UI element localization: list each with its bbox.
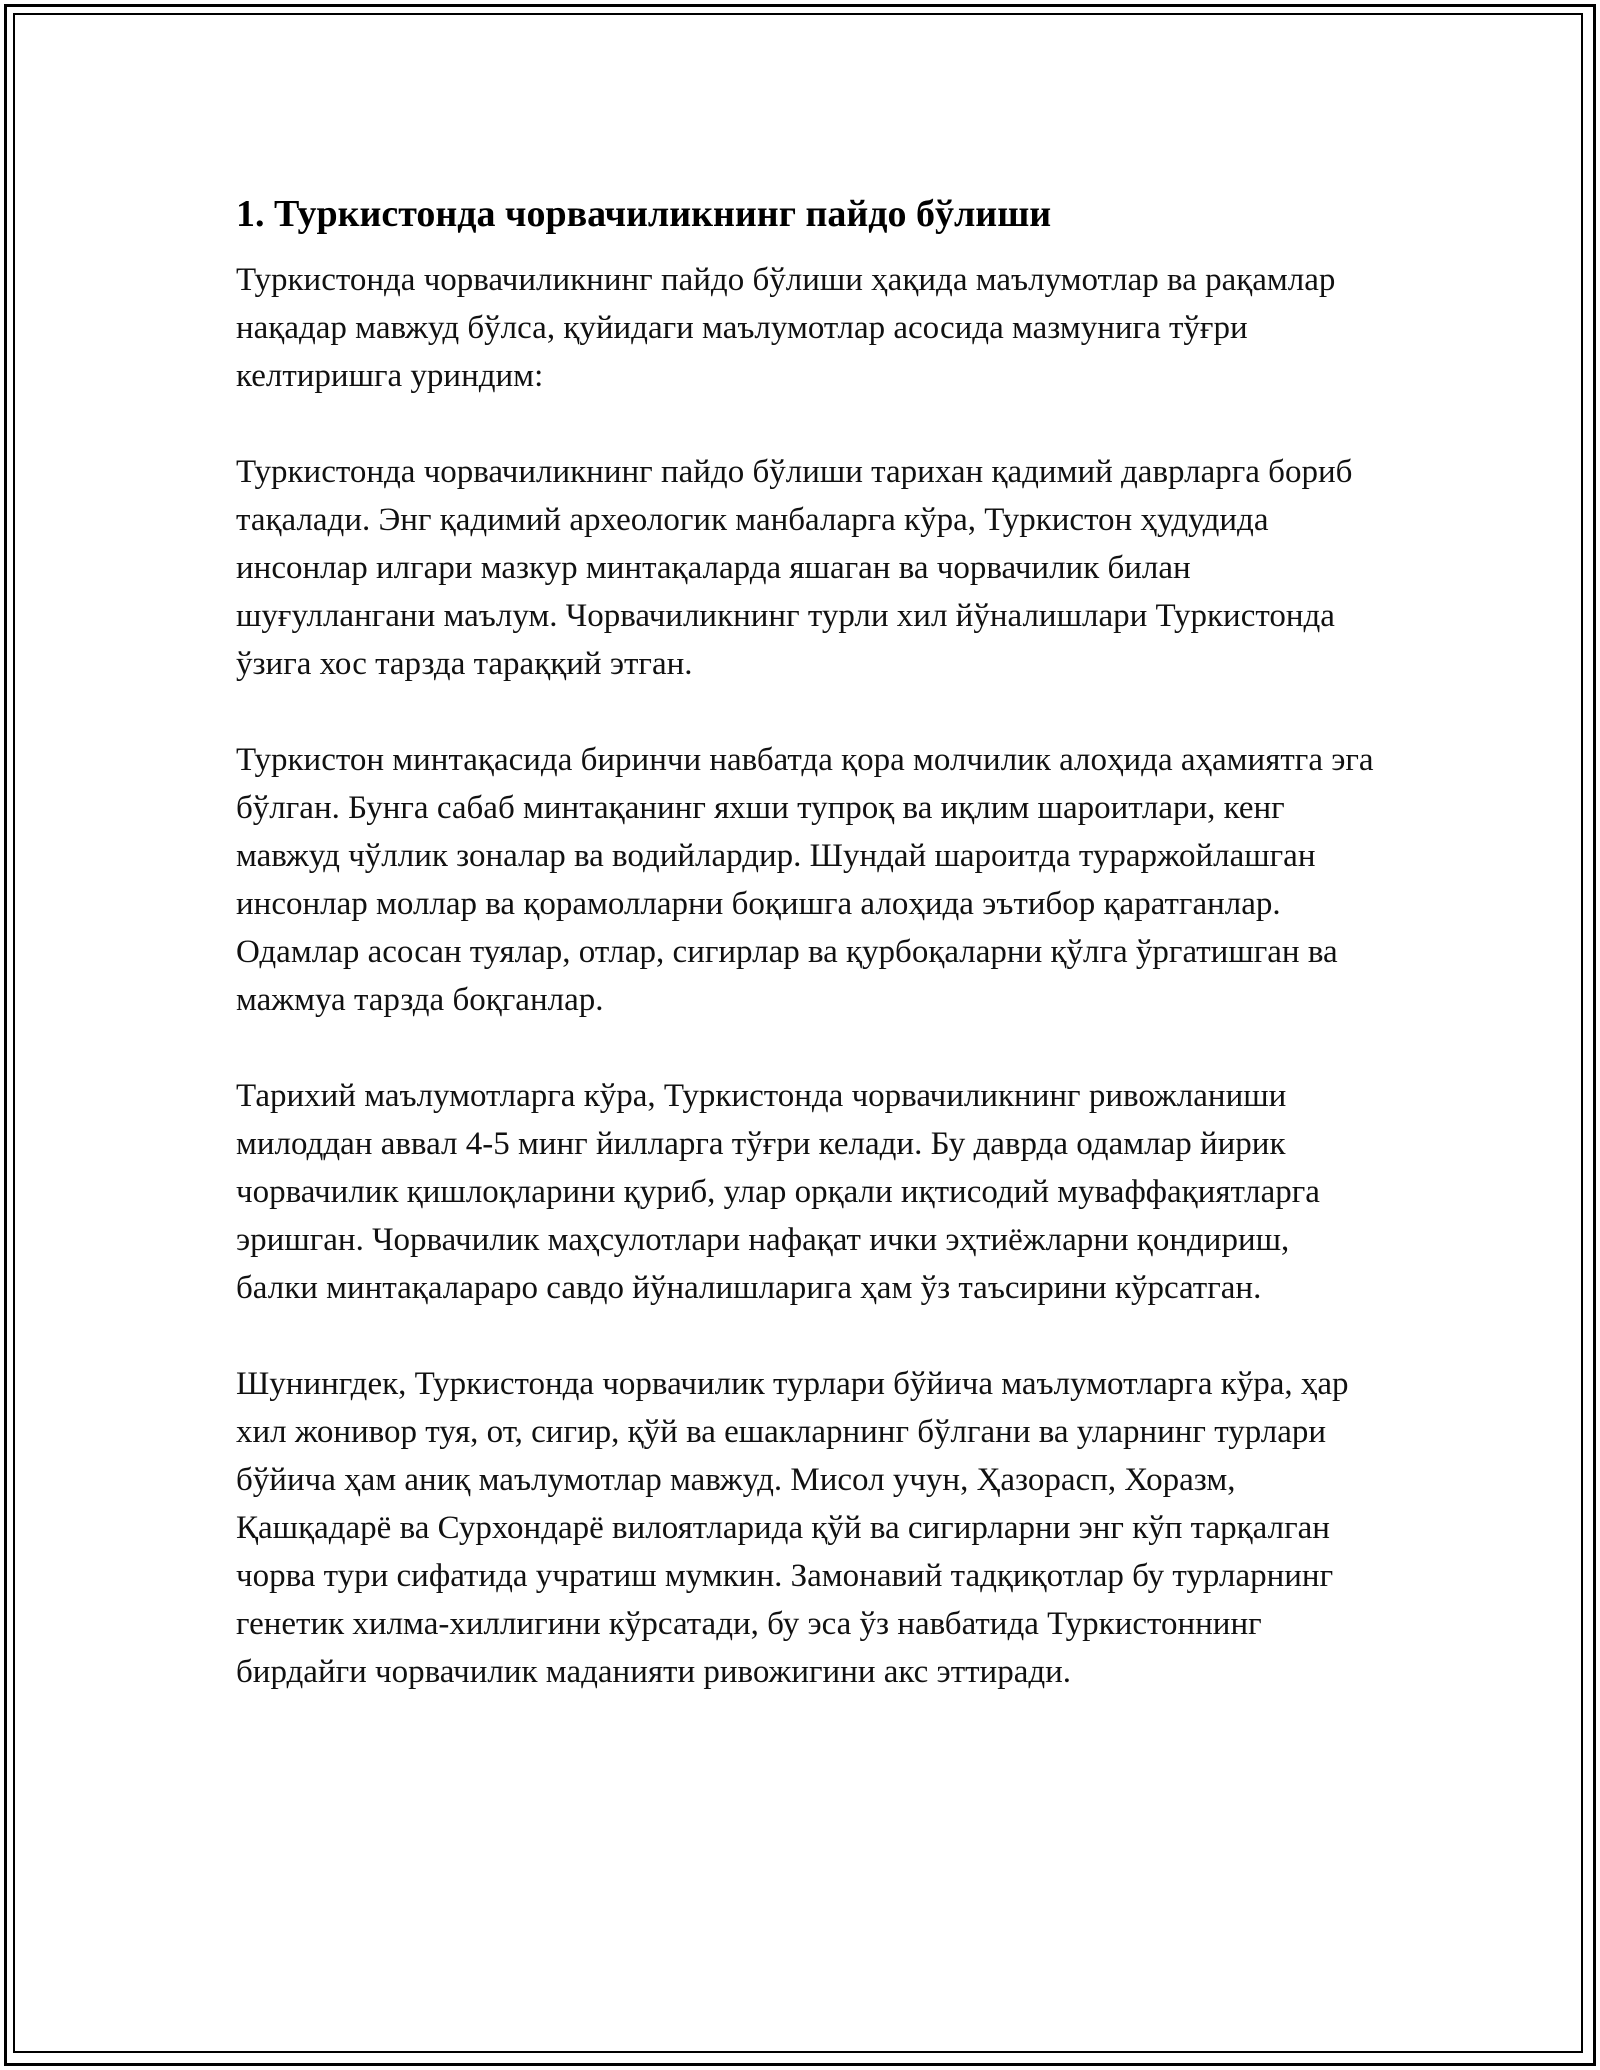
paragraph-cattle: Туркистон минтақасида биринчи навбатда қора молчилик алоҳида аҳамиятга эга бўлган. Бунга сабаб минтақанинг яхши тупроқ ва иқлим шароитлари, кенг мавжуд чўллик зоналар ва водийлардир. Шундай шароитда тураржойлашган инсонлар моллар ва қорамолларни боқишга алоҳида эътибор қаратганлар. Одамлар асосан туялар, отлар, сигирлар ва қурбоқаларни қўлга ўргатишган ва мажмуа тарзда боқганлар. — [236, 742, 1374, 1018]
document-title: 1. Туркистонда чорвачиликнинг пайдо бўлиши — [236, 193, 1052, 235]
paragraph-origins: Туркистонда чорвачиликнинг пайдо бўлиши тарихан қадимий даврларга бориб тақалади. Энг қадимий археологик манбаларга кўра, Туркистон ҳудудида инсонлар илгари мазкур минтақаларда яшаган ва чорвачилик билан шуғуллангани маълум. Чорвачиликнинг турли хил йўналишлари Туркистонда ўзига хос тарзда тараққий этган. — [236, 454, 1353, 682]
paragraph-history: Тарихий маълумотларга кўра, Туркистонда чорвачиликнинг ривожланиши милоддан аввал 4-5 минг йилларга тўғри келади. Бу даврда одамлар йирик чорвачилик қишлоқларини қуриб, улар орқали иқтисодий муваффақиятларга эришган. Чорвачилик маҳсулотлари нафақат ички эҳтиёжларни қондириш, балки минтақалараро савдо йўналишларига ҳам ўз таъсирини кўрсатган. — [236, 1078, 1320, 1306]
paragraph-intro: Туркистонда чорвачиликнинг пайдо бўлиши ҳақида маълумотлар ва рақамлар нақадар мавжуд бўлса, қуйидаги маълумотлар асосида мазмунига тўғри келтиришга уриндим: — [236, 262, 1336, 394]
paragraph-livestock-types: Шунингдек, Туркистонда чорвачилик турлари бўйича маълумотларга кўра, ҳар хил жонивор туя, от, сигир, қўй ва ешакларнинг бўлгани ва уларнинг турлари бўйича ҳам аниқ маълумотлар мавжуд. Мисол учун, Ҳазорасп, Хоразм, Қашқадарё ва Сурхондарё вилоятларида қўй ва сигирларни энг кўп тарқалган чорва тури сифатида учратиш мумкин. Замонавий тадқиқотлар бу турларнинг генетик хилма-хиллигини кўрсатади, бу эса ўз навбатида Туркистоннинг бирдайги чорвачилик маданияти ривожигини акс эттиради. — [236, 1366, 1349, 1690]
document-body — [236, 188, 1376, 1696]
